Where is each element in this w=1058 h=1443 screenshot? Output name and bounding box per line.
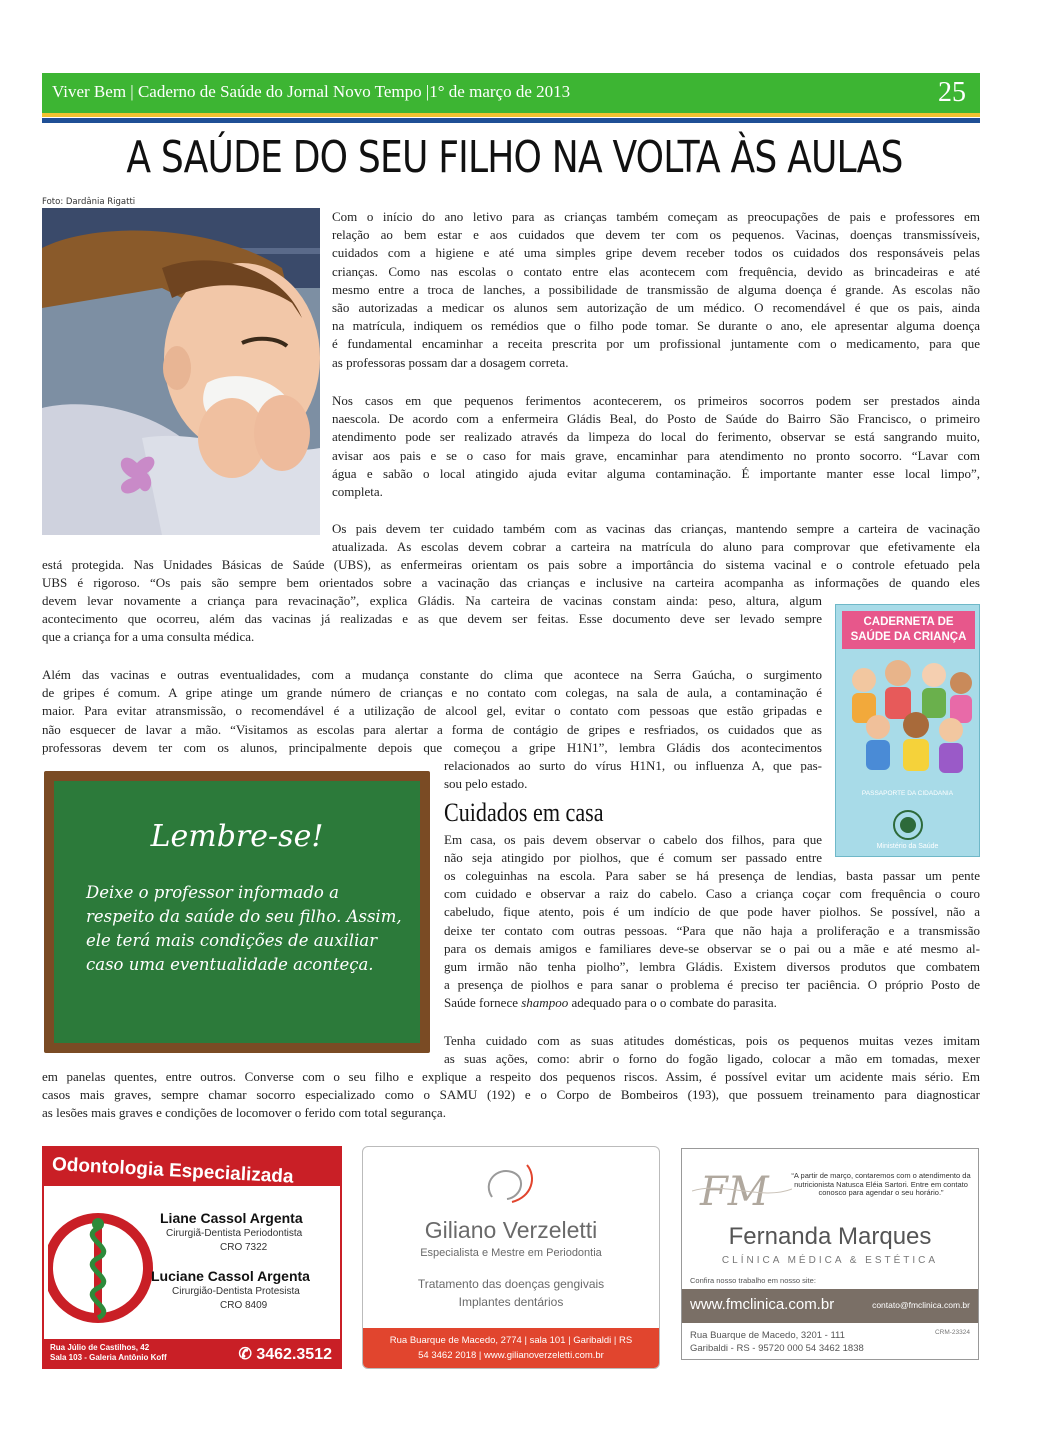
ad-odonto-address: Rua Júlio de Castilhos, 42 Sala 103 - Galeria Antônio Koff	[50, 1343, 167, 1362]
page-number: 25	[938, 77, 966, 108]
booklet-title: CADERNETA DE SAÚDE DA CRIANÇA	[842, 611, 975, 649]
paragraph-4: Além das vacinas e outras eventualidades, com a mudança constante do clima que acontece na Serra Gaúcha, o surgimento de gripes é comum. A gripe atinge um grande número de crianças e no contato com colegas, na sala de aula, a contaminação é maior. Para evitar atransmissão, o recomendável é a utilização de alcool gel, evitar o contato com pessoas que estão gripadas e não esquecer de lavar a mão. “Visitamos as escolas para alertar a forma de contágio de gripes e resfriados, os cuidados que as professoras devem ter com os alunos, principalmente depois que começou a gripe H1N1”, lembra Gládis dos acontecimentos	[42, 667, 822, 755]
paragraph-4-end: relacionados ao surto do vírus H1N1, ou influenza A, que pas- sou pelo estado.	[444, 758, 822, 792]
paragraph-5: os coleguinhas na escola. Para saber se há presença de lendias, basta passar um pente com cuidado e observar a raiz do cabelo. Caso a criança coçar com frequência o couro cabeludo, fique atento, pois é um indício de que pode haver piolhos. Se possível, não a deixe ter contato com outras pessoas. “Para que não haja a proliferação e a transmissão para os demais amigos e familiares deve-se observar se o pai ou a mãe e até mesmo al- gum irmão não tenha piolho”, lembra Gládis. Existem diversos produtos que combatem a presença de piolhos e para sanar o problema é preciso ter paciência. O próprio Posto de Saúde fornece shampoo adequado para o o combate do parasita.	[444, 868, 980, 1011]
giliano-logo-icon	[472, 1157, 552, 1217]
ad-giliano-treatment-2: Implantes dentários	[458, 1295, 564, 1309]
header-band	[42, 73, 980, 113]
ad-fernanda-confira: Confira nosso trabalho em nosso site:	[690, 1276, 816, 1285]
ad-fernanda-marques	[681, 1148, 979, 1360]
ad-odonto-name-1: Liane Cassol Argenta	[160, 1210, 303, 1226]
svg-text:FM: FM	[700, 1169, 769, 1215]
paragraph-6-narrow: Tenha cuidado com as suas atitudes domésticas, pois os pequenos muitas vezes imitam as suas ações, como: abrir o forno do fogão ligado, colocar a mão em tomadas, mexer	[444, 1033, 980, 1067]
booklet-ministry-text: Ministério da Saúde	[876, 843, 939, 850]
ad-giliano-footer	[363, 1328, 659, 1369]
ad-odonto-role-2: Cirurgião-Dentista Protesista	[172, 1286, 300, 1297]
ad-giliano-treatment-1: Tratamento das doenças gengivais	[417, 1277, 605, 1291]
paragraph-5-narrow: Em casa, os pais devem observar o cabelo dos filhos, para que não seja atingido por piolhos, que é comum ser passado entre	[444, 832, 822, 866]
ad-giliano-address: Rua Buarque de Macedo, 2774 | sala 101 | Garibaldi | RS	[389, 1335, 633, 1346]
section-subheading: Cuidados em casa	[444, 798, 604, 827]
chalkboard-surface	[54, 781, 420, 1043]
chalkboard-title: Lembre-se!	[150, 819, 324, 854]
ad-odonto-header-band	[44, 1148, 340, 1186]
ad-giliano-subtitle: Especialista e Mestre em Periodontia	[420, 1247, 602, 1259]
photo-credit: Foto: Dardânia Rigatti	[42, 197, 136, 207]
ad-odonto-name-2: Luciane Cassol Argenta	[151, 1268, 310, 1284]
ad-fernanda-web-band	[682, 1289, 978, 1323]
ad-odonto-title: Odontologia Especializada	[51, 1154, 295, 1188]
caduceus-icon	[48, 1188, 158, 1338]
ad-fernanda-email: contato@fmclinica.com.br	[872, 1300, 970, 1310]
paragraph-3-top: Os pais devem ter cuidado também com as vacinas das crianças, mantendo sempre a carteira de vacinação atualizada. As escolas devem cobrar a carteira na matrícula do aluno para comprovar que efetivamente ela	[332, 521, 980, 555]
paragraph-3-bottom: devem levar novamente a criança para revacinação”, explica Gládis. Na carteira de vacinas constam ainda: peso, altura, algum acontecimento que ocorreu, além das vacinas já realizadas e as que devem ser feitas. Esse documento deve ser levado sempre que a criança for a uma consulta médica.	[42, 593, 822, 645]
ad-odontologia-especializada	[42, 1146, 342, 1369]
fm-monogram-icon	[692, 1161, 792, 1221]
ad-fernanda-name: Fernanda Marques	[728, 1223, 932, 1250]
ad-fernanda-note: “A partir de março, contaremos com o atendimento da nutricionista Natusca Eléia Sartori. Entre em contato conosco para agendar o seu horário.”	[791, 1171, 971, 1197]
ad-odonto-footer	[44, 1339, 340, 1369]
header-section-title: Viver Bem | Caderno de Saúde do Jornal Novo Tempo |1° de março de 2013	[52, 82, 571, 101]
reminder-chalkboard	[44, 771, 430, 1053]
header-stripe-yellow	[42, 113, 980, 117]
caderneta-saude-crianca-image	[835, 604, 980, 857]
article-title: A SAÚDE DO SEU FILHO NA VOLTA ÀS AULAS	[126, 132, 903, 183]
ad-odonto-phone: ✆ 3462.3512	[238, 1346, 332, 1363]
ad-fernanda-address: Rua Buarque de Macedo, 3201 - 111 Garibaldi - RS - 95720 000 54 3462 1838	[690, 1330, 864, 1354]
ad-fernanda-subtitle: CLÍNICA MÉDICA & ESTÉTICA	[721, 1255, 939, 1266]
child-blowing-nose-photo	[42, 208, 320, 535]
ad-odonto-cro-1: CRO 7322	[220, 1242, 268, 1253]
ad-odonto-role-1: Cirurgiã-Dentista Periodontista	[166, 1228, 303, 1239]
ad-giliano-name: Giliano Verzeletti	[424, 1217, 598, 1243]
paragraph-2: Nos casos em que pequenos ferimentos acontecerem, os primeiros socorros podem ser prestados ainda naescola. De acordo com a enfermeira Gládis Beal, do Posto de Saúde do Bairro São Francisco, o primeiro atendimento pode ser realizado através da limpeza do local do ferimento, observar se está sangrando muito, avisar aos pais e se o caso for mais grave, encaminhar para atendimento no pronto socorro. “Lavar com água e sabão o local atingido ajuda evitar alguma contaminação. É importante manter esse local limpo”, completa.	[332, 393, 980, 500]
ad-fernanda-crm: CRM-23324	[934, 1329, 970, 1336]
ad-giliano-verzeletti	[362, 1146, 660, 1369]
chalkboard-text: Deixe o professor informado a respeito da saúde do seu filho. Assim, ele terá mais condições de auxiliar caso uma eventualidade aconteça.	[86, 883, 402, 974]
ad-fernanda-url: www.fmclinica.com.br	[690, 1296, 835, 1313]
header-stripe-blue	[42, 118, 980, 123]
paragraph-1: Com o início do ano letivo para as crianças também começam as preocupações de pais e professores em relação ao bem estar e aos cuidados que devem ter com os pequenos. Vacinas, doenças transmissíveis, cuidados com a higiene e até uma simples gripe devem receber todos os cuidados dos responsáveis pelas crianças. Como nas escolas o contato entre elas acontecem com frequência, devido as brincadeiras e até mesmo entre a troca de lanches, a possibilidade de transmissão de alguma doença é grande. As escolas não são autorizadas a medicar os alunos sem autorização de um médico. O recomendável é que os pais, ainda na matrícula, indiquem os remédios que o filho pode tomar. Se durante o ano, ele apresentar alguma doença é fundamental encaminhar a receita prescrita por um profissional juntamente com o medicamento, para que as professoras possam dar a dosagem correta.	[332, 209, 980, 370]
ad-odonto-cro-2: CRO 8409	[220, 1300, 268, 1311]
paragraph-6: em panelas quentes, entre outros. Converse com o seu filho e explique a respeito dos pequenos riscos. Assim, é possível evitar um acidente mais sério. Em casos mais graves, sempre chamar socorro especializado como o SAMU (192) e o Corpo de Bombeiros (193), que possuem treinamento para diagnosticar as lesões mais graves e condições de locomover o ferido com total segurança.	[42, 1069, 980, 1121]
booklet-passport-text: PASSAPORTE DA CIDADANIA	[861, 790, 954, 797]
paragraph-3-middle: está protegida. Nas Unidades Básicas de Saúde (UBS), as enfermeiras orientam os pais sobre a importância do sistema vacinal e o controle efetuado pela UBS é rigoroso. “Os pais são sempre bem orientados sobre a vacinação das crianças e inclusive na carteira acompanha as informações de quando eles	[42, 557, 980, 591]
ad-giliano-contact: 54 3462 2018 | www.gilianoverzeletti.com.br	[418, 1350, 604, 1361]
